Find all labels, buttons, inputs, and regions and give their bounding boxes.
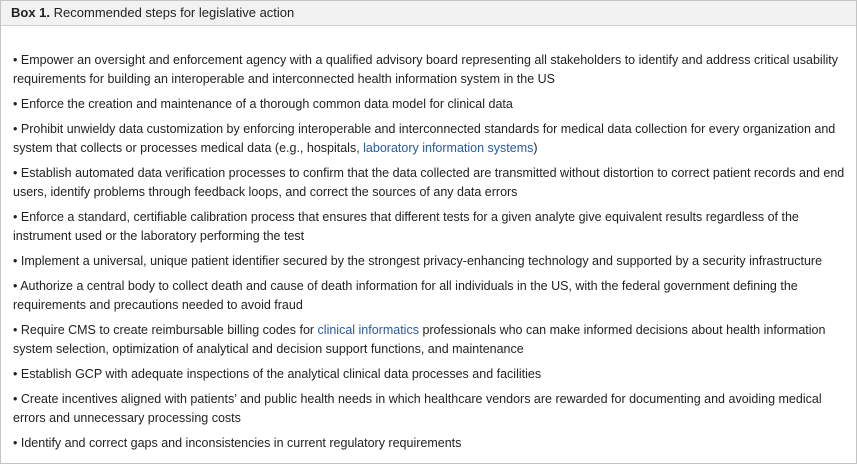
step-bullet: • [13,53,18,67]
step-text: Identify and correct gaps and inconsistencies in current regulatory requirements [20,436,462,450]
box-header [1,1,856,26]
step-bullet: • [13,279,18,293]
step-item [13,321,846,359]
laboratory-information-systems-link[interactable]: laboratory information systems [363,141,534,155]
step-bullet: • [13,122,18,136]
step-bullet: • [13,166,18,180]
step-text: Empower an oversight and enforcement agency with a qualified advisory board representing all stakeholders to identify and address critical usability requirements for building an interoperable and interconnected health information system in the US [13,53,838,86]
step-text: Prohibit unwieldy data customization by enforcing interoperable and interconnected standards for medical data collection for every organization and system that collects or processes medical data (e.g., hospitals, [13,122,836,155]
step-text-after: ) [533,141,538,155]
step-text: Require CMS to create reimbursable billing codes for [20,323,318,337]
step-bullet: • [13,367,18,381]
step-item [13,277,846,315]
step-item [13,120,846,158]
step-item [13,208,846,246]
steps-list [1,26,856,453]
step-text: Authorize a central body to collect death and cause of death information for all individuals in the US, with the federal government defining the requirements and precautions needed to avoid fraud [13,279,798,312]
step-text: Implement a universal, unique patient identifier secured by the strongest privacy-enhancing technology and supported by a security infrastructure [20,254,823,268]
clinical-informatics-link[interactable]: clinical informatics [317,323,419,337]
step-text-after: professionals who can make informed decisions about health information system selection, optimization of analytical and decision support functions, and maintenance [13,323,826,356]
step-text: Enforce a standard, certifiable calibration process that ensures that different tests for a given analyte give equivalent results regardless of the instrument used or the laboratory performing the test [13,210,799,243]
step-bullet: • [13,97,18,111]
step-item [13,51,846,89]
step-bullet: • [13,436,18,450]
step-item [13,365,846,384]
step-text: Create incentives aligned with patients’ and public health needs in which healthcare vendors are rewarded for documenting and avoiding medical errors and unnecessary processing costs [13,392,822,425]
step-text: Establish GCP with adequate inspections of the analytical clinical data processes and facilities [20,367,542,381]
step-item [13,95,846,114]
box-label: Box 1. [11,5,51,20]
step-item [13,164,846,202]
step-bullet: • [13,210,18,224]
step-item [13,252,846,271]
step-bullet: • [13,392,18,406]
step-bullet: • [13,323,18,337]
step-item [13,390,846,428]
step-bullet: • [13,254,18,268]
box-title: Recommended steps for legislative action [53,5,295,20]
step-text: Establish automated data verification processes to confirm that the data collected are transmitted without distortion to correct patient records and end users, identify problems through feedback loops, and correct the sources of any data errors [13,166,845,199]
step-text: Enforce the creation and maintenance of a thorough common data model for clinical data [20,97,513,111]
step-item [13,434,846,453]
